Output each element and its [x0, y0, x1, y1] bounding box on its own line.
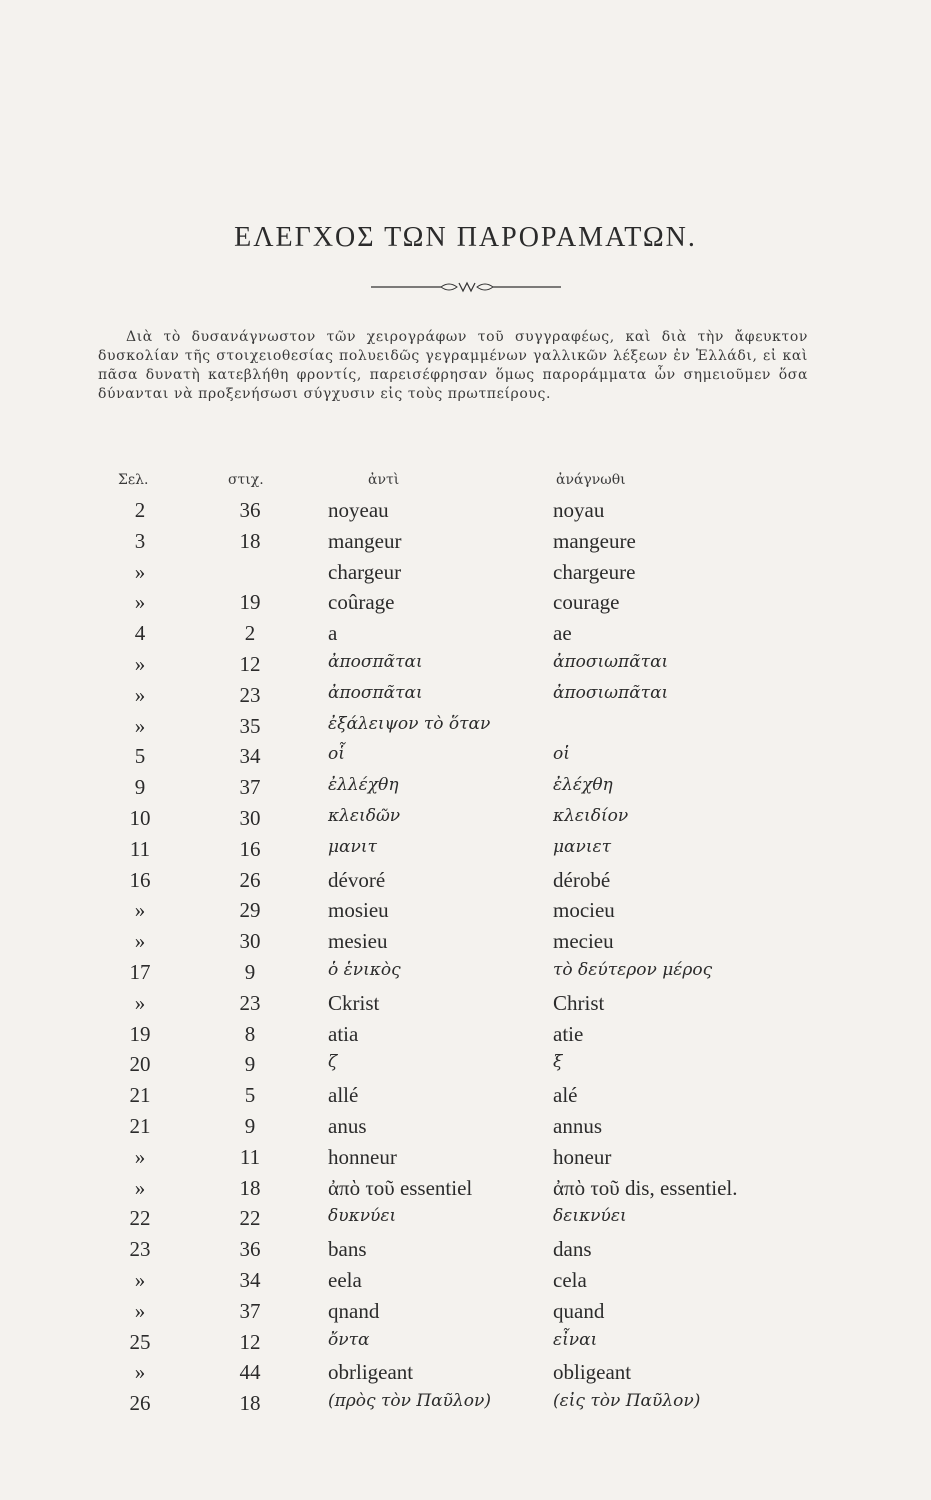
table-row	[0, 1114, 931, 1145]
page-title: ΕΛΕΓΧΟΣ ΤΩΝ ΠΑΡΟΡΑΜΑΤΩΝ.	[234, 222, 697, 253]
table-row	[0, 1237, 931, 1268]
cell-line: 36	[239, 1237, 261, 1262]
cell-erratum: mesieu	[328, 929, 388, 954]
cell-page: 11	[129, 836, 151, 861]
table-row	[0, 960, 931, 991]
cell-line: 8	[244, 1021, 256, 1046]
cell-line: 18	[239, 1391, 261, 1416]
cell-correction: honeur	[553, 1144, 612, 1169]
table-row	[0, 1176, 931, 1207]
cell-correction: alé	[553, 1083, 578, 1108]
cell-line: 34	[239, 1267, 261, 1292]
table-row	[0, 621, 931, 652]
cell-page: 21	[129, 1113, 151, 1138]
cell-erratum: honneur	[328, 1144, 397, 1169]
cell-line: 30	[239, 929, 261, 954]
cell-page: »	[134, 682, 146, 707]
cell-line: 9	[244, 959, 256, 984]
cell-correction: μανιετ	[553, 836, 612, 857]
cell-page: 22	[129, 1206, 151, 1231]
cell-erratum: κλειδῶν	[328, 805, 401, 826]
cell-page: »	[134, 1175, 146, 1200]
intro-paragraph	[98, 328, 808, 404]
cell-correction: courage	[553, 590, 620, 615]
cell-correction: ae	[553, 621, 572, 646]
cell-page: »	[134, 713, 146, 738]
cell-erratum: Ckrist	[328, 990, 380, 1015]
cell-erratum: allé	[328, 1083, 359, 1108]
cell-line: 16	[239, 836, 261, 861]
cell-correction: noyau	[553, 498, 605, 522]
table-row	[0, 1360, 931, 1391]
cell-page: »	[134, 898, 146, 923]
cell-erratum: mosieu	[328, 898, 389, 923]
cell-page: »	[134, 590, 146, 615]
cell-page: 21	[129, 1083, 151, 1108]
cell-correction: ἀποσιωπᾶται	[553, 651, 669, 672]
cell-page: 2	[134, 498, 146, 522]
cell-erratum: ὄντα	[328, 1329, 370, 1350]
cell-line: 5	[244, 1083, 256, 1108]
cell-page: 26	[129, 1391, 151, 1416]
cell-page: 25	[129, 1329, 151, 1354]
table-row	[0, 806, 931, 837]
cell-correction: mangeure	[553, 528, 636, 553]
table-row	[0, 775, 931, 806]
table-row	[0, 1330, 931, 1361]
cell-erratum: dévoré	[328, 867, 386, 892]
cell-erratum: bans	[328, 1237, 367, 1262]
cell-page: 10	[129, 805, 151, 830]
cell-page: 16	[129, 867, 151, 892]
cell-page: 17	[129, 959, 151, 984]
ornament-divider-icon	[371, 280, 561, 294]
errata-table	[0, 498, 931, 1422]
cell-line: 44	[239, 1360, 261, 1385]
cell-correction: dans	[553, 1237, 592, 1262]
cell-erratum: anus	[328, 1113, 367, 1138]
cell-erratum: οἷ	[328, 744, 345, 765]
cell-line: 19	[239, 590, 261, 615]
cell-erratum: a	[328, 621, 338, 646]
table-row	[0, 652, 931, 683]
table-row	[0, 929, 931, 960]
cell-page: »	[134, 559, 146, 584]
table-row	[0, 744, 931, 775]
cell-line: 36	[239, 498, 261, 522]
cell-correction: dérobé	[553, 867, 611, 892]
cell-line: 12	[239, 1329, 261, 1354]
table-row	[0, 1022, 931, 1053]
cell-erratum: atia	[328, 1021, 359, 1046]
cell-line: 9	[244, 1052, 256, 1077]
table-row	[0, 590, 931, 621]
table-row	[0, 498, 931, 529]
cell-line: 29	[239, 898, 261, 923]
cell-correction: (εἰς τὸν Παῦλον)	[553, 1391, 701, 1412]
cell-page: »	[134, 1298, 146, 1323]
table-row	[0, 1268, 931, 1299]
cell-erratum: (πρὸς τὸν Παῦλον)	[328, 1391, 491, 1412]
cell-correction: annus	[553, 1113, 602, 1138]
cell-line: 18	[239, 1175, 261, 1200]
intro-text: Διὰ τὸ δυσανάγνωστον τῶν χειρογράφων τοῦ συγγραφέως, καὶ διὰ τὴν ἄφευκτον δυσκολίαν τῆς στοιχειοθεσίας πολυειδῶς γεγραμμένων γαλλικῶν λέξεων ἐν Ἑλλάδι, εἰ καὶ πᾶσα δυνατὴ κατεβλήθη φροντίς, παρεισέφρησαν ὅμως παροράμματα ὧν σημειοῦμεν ὅσα δύνανται νὰ προξενήσωσι σύγχυσιν εἰς τοὺς πρωτπείρους.	[98, 329, 808, 402]
cell-page: 9	[134, 775, 146, 800]
table-row	[0, 1391, 931, 1422]
table-row	[0, 898, 931, 929]
table-row	[0, 868, 931, 899]
cell-line: 9	[244, 1113, 256, 1138]
cell-erratum: ἐλλέχθη	[328, 775, 399, 796]
cell-erratum: ζ	[328, 1052, 338, 1073]
cell-page: 20	[129, 1052, 151, 1077]
table-row	[0, 560, 931, 591]
errata-header	[0, 472, 931, 496]
cell-correction: Christ	[553, 990, 605, 1015]
cell-erratum: ὁ ἑνικὸς	[328, 959, 401, 980]
cell-erratum: ἐξάλειψον τὸ ὅταν	[328, 713, 491, 734]
cell-erratum: qnand	[328, 1298, 380, 1323]
table-row	[0, 683, 931, 714]
cell-correction: οἱ	[553, 744, 570, 765]
cell-erratum: ἀποσπᾶται	[328, 682, 423, 703]
cell-page: 19	[129, 1021, 151, 1046]
table-row	[0, 1299, 931, 1330]
cell-erratum: ἀπὸ τοῦ essentiel	[328, 1175, 473, 1200]
cell-line: 30	[239, 805, 261, 830]
cell-line: 18	[239, 528, 261, 553]
header-stix: στιχ.	[228, 472, 264, 488]
cell-correction: τὸ δεύτερον μέρος	[553, 959, 713, 980]
cell-correction: δεικνύει	[553, 1206, 627, 1227]
cell-line: 22	[239, 1206, 261, 1231]
table-row	[0, 1083, 931, 1114]
table-row	[0, 529, 931, 560]
cell-line: 23	[239, 682, 261, 707]
cell-correction: ἀποσιωπᾶται	[553, 682, 669, 703]
header-anagn: ἀνάγνωθι	[556, 472, 626, 488]
cell-correction: εἶναι	[553, 1329, 598, 1350]
cell-page: 23	[129, 1237, 151, 1262]
cell-line: 37	[239, 775, 261, 800]
cell-correction: quand	[553, 1298, 605, 1323]
cell-correction: ἀπὸ τοῦ dis, essentiel.	[553, 1175, 738, 1200]
cell-correction: ἐλέχθη	[553, 775, 613, 796]
cell-correction: cela	[553, 1267, 587, 1292]
cell-correction: mecieu	[553, 929, 614, 954]
header-sel: Σελ.	[118, 472, 149, 488]
header-anti: ἀντὶ	[368, 472, 400, 488]
cell-page: »	[134, 1267, 146, 1292]
table-row	[0, 1145, 931, 1176]
cell-line: 34	[239, 744, 261, 769]
cell-line: 26	[239, 867, 261, 892]
cell-line: 37	[239, 1298, 261, 1323]
cell-line: 12	[239, 651, 261, 676]
cell-correction: ξ	[553, 1052, 563, 1073]
cell-line: 35	[239, 713, 261, 738]
cell-erratum: δυκνύει	[328, 1206, 397, 1227]
cell-page: 3	[134, 528, 146, 553]
cell-page: »	[134, 929, 146, 954]
table-row	[0, 1206, 931, 1237]
cell-page: »	[134, 990, 146, 1015]
cell-line: 2	[244, 621, 256, 646]
cell-page: 4	[134, 621, 146, 646]
cell-erratum: obrligeant	[328, 1360, 414, 1385]
cell-correction: atie	[553, 1021, 584, 1046]
cell-erratum: coûrage	[328, 590, 395, 615]
cell-erratum: noyeau	[328, 498, 389, 522]
cell-line: 11	[239, 1144, 261, 1169]
cell-page: »	[134, 1360, 146, 1385]
table-row	[0, 991, 931, 1022]
cell-correction: mocieu	[553, 898, 615, 923]
table-row	[0, 837, 931, 868]
cell-erratum: chargeur	[328, 559, 402, 584]
cell-page: »	[134, 651, 146, 676]
cell-erratum: μανιτ	[328, 836, 377, 857]
cell-erratum: mangeur	[328, 528, 402, 553]
cell-erratum: eela	[328, 1267, 362, 1292]
cell-correction: obligeant	[553, 1360, 632, 1385]
cell-page: »	[134, 1144, 146, 1169]
cell-erratum: ἀποσπᾶται	[328, 651, 423, 672]
cell-correction: κλειδίον	[553, 805, 629, 826]
cell-line: 23	[239, 990, 261, 1015]
table-row	[0, 714, 931, 745]
cell-correction: chargeure	[553, 559, 636, 584]
table-row	[0, 1052, 931, 1083]
cell-page: 5	[134, 744, 146, 769]
